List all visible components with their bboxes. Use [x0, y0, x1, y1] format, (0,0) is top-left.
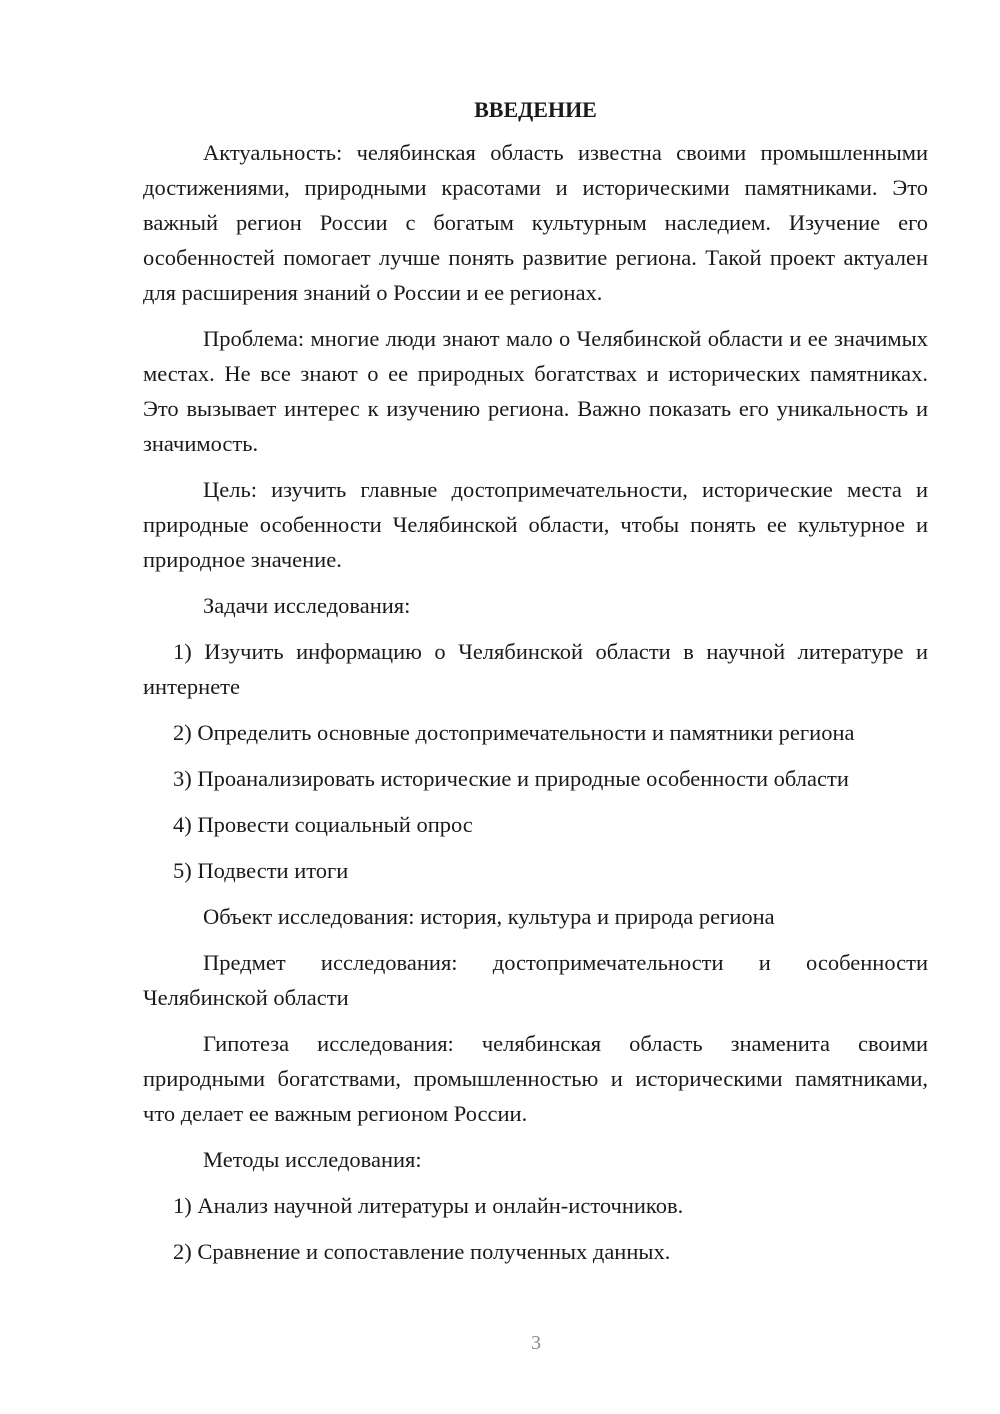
document-page	[143, 95, 928, 1280]
task-item: 4) Провести социальный опрос	[173, 812, 473, 837]
task-item: 1) Изучить информацию о Челябинской области в научной литературе и интернете	[143, 639, 928, 699]
subject-paragraph: Предмет исследования: достопримечательности и особенности Челябинской области	[143, 950, 928, 1010]
tasks-heading: Задачи исследования:	[203, 593, 411, 618]
object-paragraph: Объект исследования: история, культура и природа региона	[203, 904, 775, 929]
methods-heading: Методы исследования:	[203, 1147, 422, 1172]
problem-paragraph: Проблема: многие люди знают мало о Челябинской области и ее значимых местах. Не все знают о ее природных богатствах и исторических памятниках. Это вызывает интерес к изучению региона. Важно показать его уникальность и значимость.	[143, 326, 928, 456]
hypothesis-paragraph: Гипотеза исследования: челябинская область знаменита своими природными богатствами, промышленностью и историческими памятниками, что делает ее важным регионом России.	[143, 1031, 928, 1126]
task-item: 2) Определить основные достопримечательности и памятники региона	[173, 720, 855, 745]
task-item: 3) Проанализировать исторические и природные особенности области	[173, 766, 849, 791]
page-number: 3	[531, 1332, 541, 1354]
goal-paragraph: Цель: изучить главные достопримечательности, исторические места и природные особенности Челябинской области, чтобы понять ее культурное и природное значение.	[143, 477, 928, 572]
page-title: ВВЕДЕНИЕ	[474, 97, 597, 122]
method-item: 1) Анализ научной литературы и онлайн-источников.	[173, 1193, 684, 1218]
task-item: 5) Подвести итоги	[173, 858, 349, 883]
relevance-paragraph: Актуальность: челябинская область известна своими промышленными достижениями, природными красотами и историческими памятниками. Это важный регион России с богатым культурным наследием. Изучение его особенностей помогает лучше понять развитие региона. Такой проект актуален для расширения знаний о России и ее регионах.	[143, 140, 928, 305]
method-item: 2) Сравнение и сопоставление полученных данных.	[173, 1239, 671, 1264]
